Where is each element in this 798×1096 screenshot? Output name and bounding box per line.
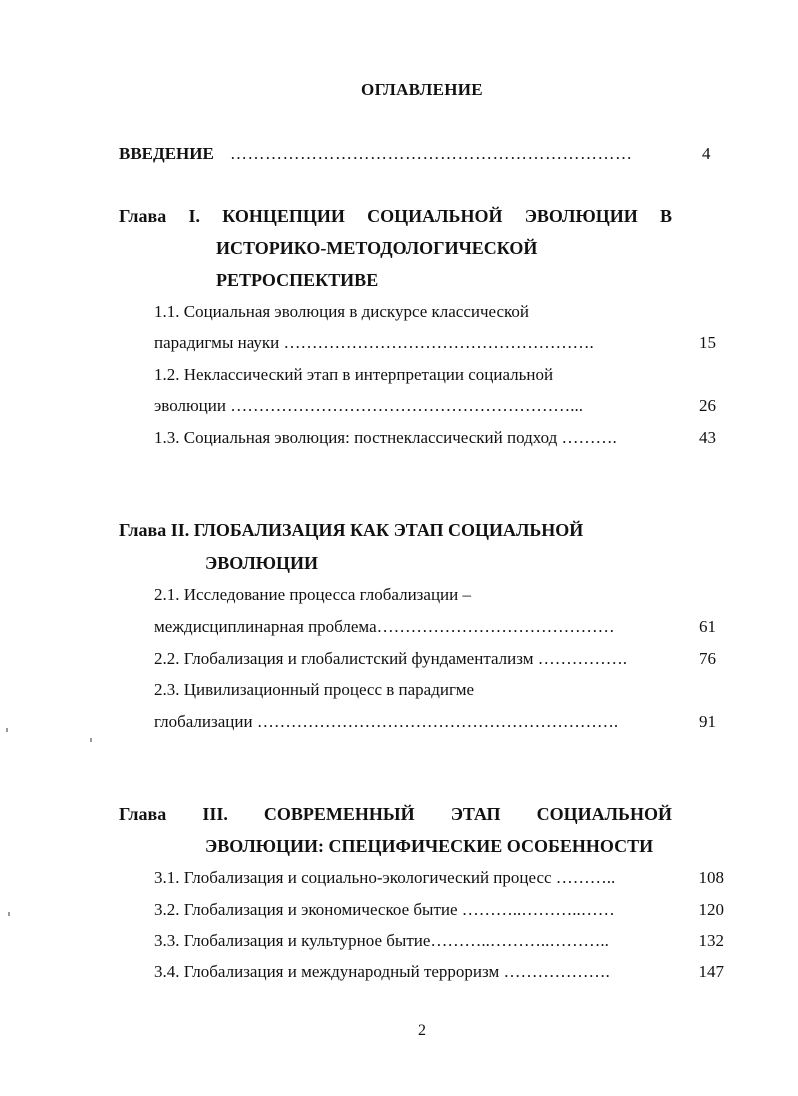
section-1-3-line1: 1.3. Социальная эволюция: постнеклассический подход ………. [154,428,617,447]
chapter-2-heading-line1: Глава II. ГЛОБАЛИЗАЦИЯ КАК ЭТАП СОЦИАЛЬНОЙ [119,520,584,540]
section-1-2-line2: эволюции ……………………………………………………... [154,396,583,415]
section-2-1-page: 61 [699,617,716,636]
section-3-3-page: 132 [698,931,724,950]
section-3-1-line1: 3.1. Глобализация и социально-экологический процесс ……….. [154,868,616,887]
intro-page: 4 [702,144,711,163]
section-3-4-page: 147 [698,962,724,981]
scan-speck [90,738,92,742]
chapter-3-word-0: Глава [119,804,167,824]
section-1-2-line1: 1.2. Неклассический этап в интерпретации социальной [154,365,554,384]
section-1-2-page: 26 [699,396,716,415]
page-number: 2 [418,1022,426,1039]
chapter-3-heading-line2: ЭВОЛЮЦИИ: СПЕЦИФИЧЕСКИЕ ОСОБЕННОСТИ [205,836,654,856]
chapter-3-word-4: СОЦИАЛЬНОЙ [536,804,672,824]
section-3-2-page: 120 [698,900,724,919]
section-1-3-page: 43 [699,428,716,447]
section-2-3-line1: 2.3. Цивилизационный процесс в парадигме [154,680,475,699]
section-2-2-line1: 2.2. Глобализация и глобалистский фундаментализм ……………. [154,649,627,668]
section-2-1-line2: междисциплинарная проблема…………………………………… [154,617,615,636]
section-2-2-page: 76 [699,649,716,668]
chapter-1-heading-line1 [119,206,672,227]
scan-speck [8,912,10,916]
section-3-4-line1: 3.4. Глобализация и международный терроризм ………………. [154,962,610,981]
section-3-1-page: 108 [698,868,724,887]
section-1-1-line2: парадигмы науки ………………………………………………. [154,333,594,352]
chapter-1-heading-line2: ИСТОРИКО-МЕТОДОЛОГИЧЕСКОЙ [216,238,538,258]
section-1-1-page: 15 [699,333,716,352]
section-3-2-line1: 3.2. Глобализация и экономическое бытие ………..………..…… [154,900,615,919]
chapter-3-word-2: СОВРЕМЕННЫЙ [263,804,415,824]
chapter-1-word-1: I. [188,206,201,226]
chapter-1-heading-line3: РЕТРОСПЕКТИВЕ [216,270,379,290]
chapter-1-word-2: КОНЦЕПЦИИ [222,206,345,226]
chapter-1-word-4: ЭВОЛЮЦИИ [524,206,638,226]
chapter-1-word-3: СОЦИАЛЬНОЙ [367,206,503,226]
scan-speck [6,728,8,732]
section-2-3-line2: глобализации ………………………………………………………. [154,712,619,731]
chapter-1-word-0: Глава [119,206,167,226]
section-1-1-line1: 1.1. Социальная эволюция в дискурсе классической [154,302,530,321]
chapter-3-word-3: ЭТАП [450,804,501,824]
page-title: ОГЛАВЛЕНИЕ [361,80,483,99]
section-2-3-page: 91 [699,712,716,731]
chapter-1-word-5: В [659,206,672,226]
chapter-3-heading-line1 [119,804,672,825]
chapter-3-word-1: III. [202,804,228,824]
section-2-1-line1: 2.1. Исследование процесса глобализации – [154,585,471,604]
intro-label: ВВЕДЕНИЕ [119,144,214,163]
intro-dots: …………………………………………………………… [230,144,633,163]
chapter-2-heading-line2: ЭВОЛЮЦИИ [205,553,319,573]
section-3-3-line1: 3.3. Глобализация и культурное бытие………..………..……….. [154,931,609,950]
